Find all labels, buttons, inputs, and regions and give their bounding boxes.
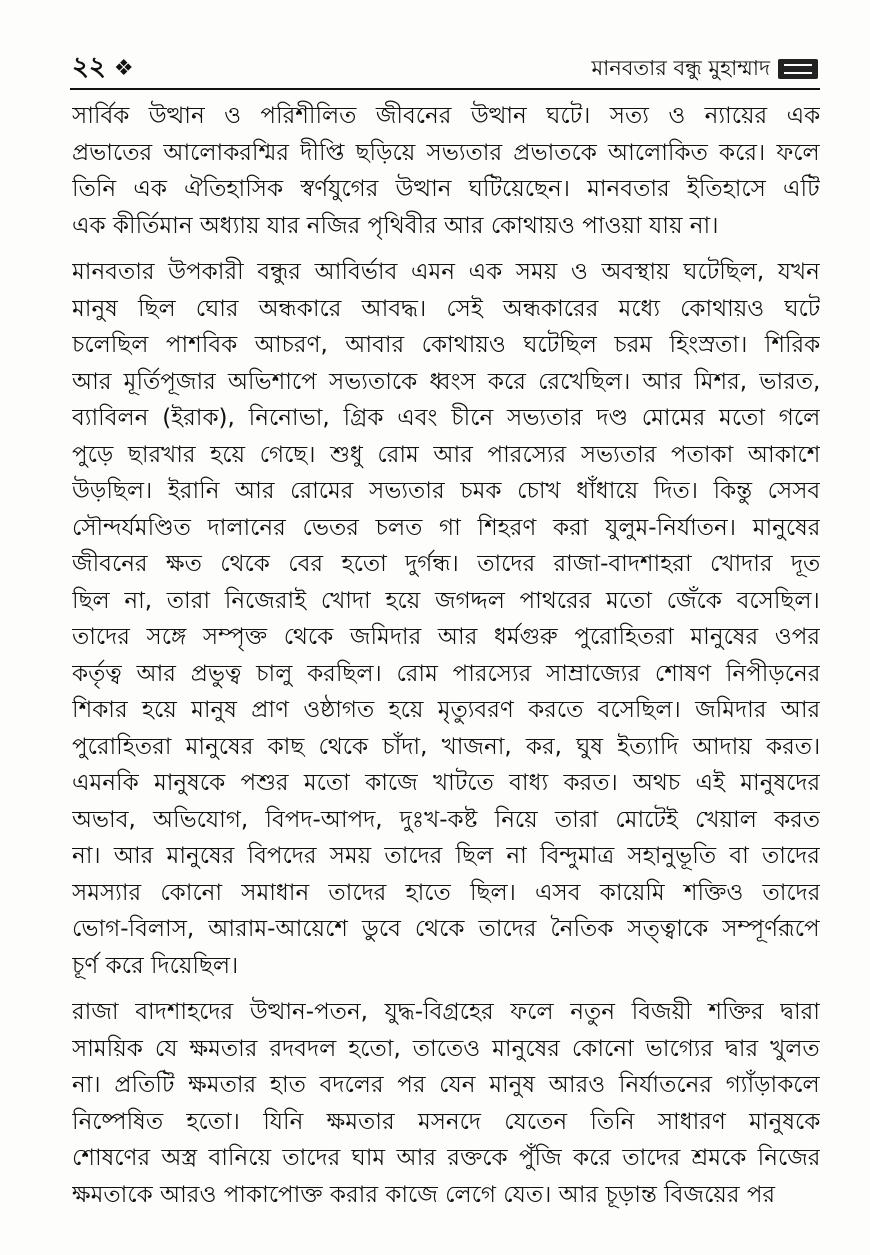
- running-title-text: মানবতার বন্ধু মুহাম্মাদ: [591, 56, 770, 80]
- text-line: পুড়ে ছারখার হয়ে গেছে। শুধু রোম আর পারস্যের সভ্যতার পতাকা আকাশে: [72, 441, 820, 468]
- title-ornament-icon: [778, 59, 818, 79]
- running-title: [591, 58, 818, 79]
- paragraph-gap: [72, 244, 820, 254]
- text-line: প্রভাতের আলোকরশ্মির দীপ্তি ছড়িয়ে সভ্যতার প্রভাতকে আলোকিত করে। ফলে: [72, 139, 820, 166]
- text-line: সৌন্দর্যমণ্ডিত দালানের ভেতর চলত গা শিহরণ করা যুলুম-নির্যাতন। মানুষের: [72, 514, 820, 541]
- body-text: [72, 98, 820, 1213]
- text-line: শোষণের অস্ত্র বানিয়ে তাদের ঘাম আর রক্তকে পুঁজি করে তাদের শ্রমকে নিজের: [72, 1145, 820, 1171]
- text-line: শিকার হয়ে মানুষ প্রাণ ওষ্ঠাগত হয়ে মৃত্যুবরণ করতে বসেছিল। জমিদার আর: [72, 697, 820, 723]
- header-rule: [70, 88, 820, 90]
- text-line: এক কীর্তিমান অধ্যায় যার নজির পৃথিবীর আর কোথায়ও পাওয়া যায় না।: [72, 212, 719, 239]
- text-line: চলেছিল পাশবিক আচরণ, আবার কোথায়ও ঘটেছিল চরম হিংস্রতা। শিরিক: [72, 332, 820, 358]
- text-line: আর মূর্তিপূজার অভিশাপে সভ্যতাকে ধ্বংস করে রেখেছিল। আর মিশর, ভারত,: [72, 368, 820, 395]
- text-line: চূর্ণ করে দিয়েছিল।: [72, 952, 239, 979]
- page-header: [72, 0, 820, 98]
- text-line: নিষ্পেষিত হতো। যিনি ক্ষমতার মসনদে যেতেন তিনি সাধারণ মানুষকে: [72, 1108, 820, 1135]
- page-number-text: ২২: [72, 52, 106, 82]
- text-line: তাদের সঙ্গে সম্পৃক্ত থেকে জমিদার আর ধর্মগুরু পুরোহিতরা মানুষের ওপর: [72, 624, 820, 650]
- text-line: উড়ছিল। ইরানি আর রোমের সভ্যতার চমক চোখ ধাঁধায়ে দিত। কিন্তু সেসব: [72, 478, 820, 504]
- paragraph: [72, 254, 820, 984]
- text-line: মানুষ ছিল ঘোর অন্ধকারে আবদ্ধ। সেই অন্ধকারের মধ্যে কোথায়ও ঘটে: [72, 295, 820, 322]
- ornament-icon: ❖: [113, 56, 134, 81]
- text-line: পুরোহিতরা মানুষের কাছ থেকে চাঁদা, খাজনা, কর, ঘুষ ইত্যাদি আদায় করত।: [72, 733, 820, 760]
- text-line: জীবনের ক্ষত থেকে বের হতো দুর্গন্ধ। তাদের রাজা-বাদশাহরা খোদার দূত: [72, 551, 820, 577]
- paragraph: [72, 994, 820, 1213]
- text-line: সার্বিক উত্থান ও পরিশীলিত জীবনের উত্থান ঘটে। সত্য ও ন্যায়ের এক: [72, 103, 820, 129]
- text-line: ব্যাবিলন (ইরাক), নিনোভা, গ্রিক এবং চীনে সভ্যতার দণ্ড মোমের মতো গলে: [72, 405, 820, 431]
- text-line: মানবতার উপকারী বন্ধুর আবির্ভাব এমন এক সময় ও অবস্থায় ঘটেছিল, যখন: [72, 259, 820, 285]
- text-line: সমস্যার কোনো সমাধান তাদের হাতে ছিল। এসব কায়েমি শক্তিও তাদের: [72, 879, 820, 906]
- page-number: [72, 54, 134, 80]
- text-line: এমনকি মানুষকে পশুর মতো কাজে খাটতে বাধ্য করত। অথচ এই মানুষদের: [72, 770, 820, 796]
- text-line: ক্ষমতাকে আরও পাকাপোক্ত করার কাজে লেগে যেত। আর চূড়ান্ত বিজয়ের পর: [72, 1181, 776, 1208]
- text-line: না। প্রতিটি ক্ষমতার হাত বদলের পর যেন মানুষ আরও নির্যাতনের গ্যাঁড়াকলে: [72, 1072, 820, 1098]
- text-line: রাজা বাদশাহদের উত্থান-পতন, যুদ্ধ-বিগ্রহের ফলে নতুন বিজয়ী শক্তির দ্বারা: [72, 999, 820, 1025]
- text-line: তিনি এক ঐতিহাসিক স্বর্ণযুগের উত্থান ঘটিয়েছেন। মানবতার ইতিহাসে এটি: [72, 176, 820, 202]
- text-line: না। আর মানুষের বিপদের সময় তাদের ছিল না বিন্দুমাত্র সহানুভূতি বা তাদের: [72, 843, 820, 869]
- text-line: কর্তৃত্ব আর প্রভুত্ব চালু করছিল। রোম পারস্যের সাম্রাজ্যের শোষণ নিপীড়নের: [72, 660, 820, 687]
- text-line: ছিল না, তারা নিজেরাই খোদা হয়ে জগদ্দল পাথরের মতো জেঁকে বসেছিল।: [72, 587, 820, 614]
- paragraph: [72, 98, 820, 244]
- text-line: অভাব, অভিযোগ, বিপদ-আপদ, দুঃখ-কষ্ট নিয়ে তারা মোটেই খেয়াল করত: [72, 806, 820, 833]
- text-line: ভোগ-বিলাস, আরাম-আয়েশে ডুবে থেকে তাদের নৈতিক সত্ত্বাকে সম্পূর্ণরূপে: [72, 916, 820, 942]
- paragraph-gap: [72, 984, 820, 994]
- text-line: সাময়িক যে ক্ষমতার রদবদল হতো, তাতেও মানুষের কোনো ভাগ্যের দ্বার খুলত: [72, 1035, 820, 1062]
